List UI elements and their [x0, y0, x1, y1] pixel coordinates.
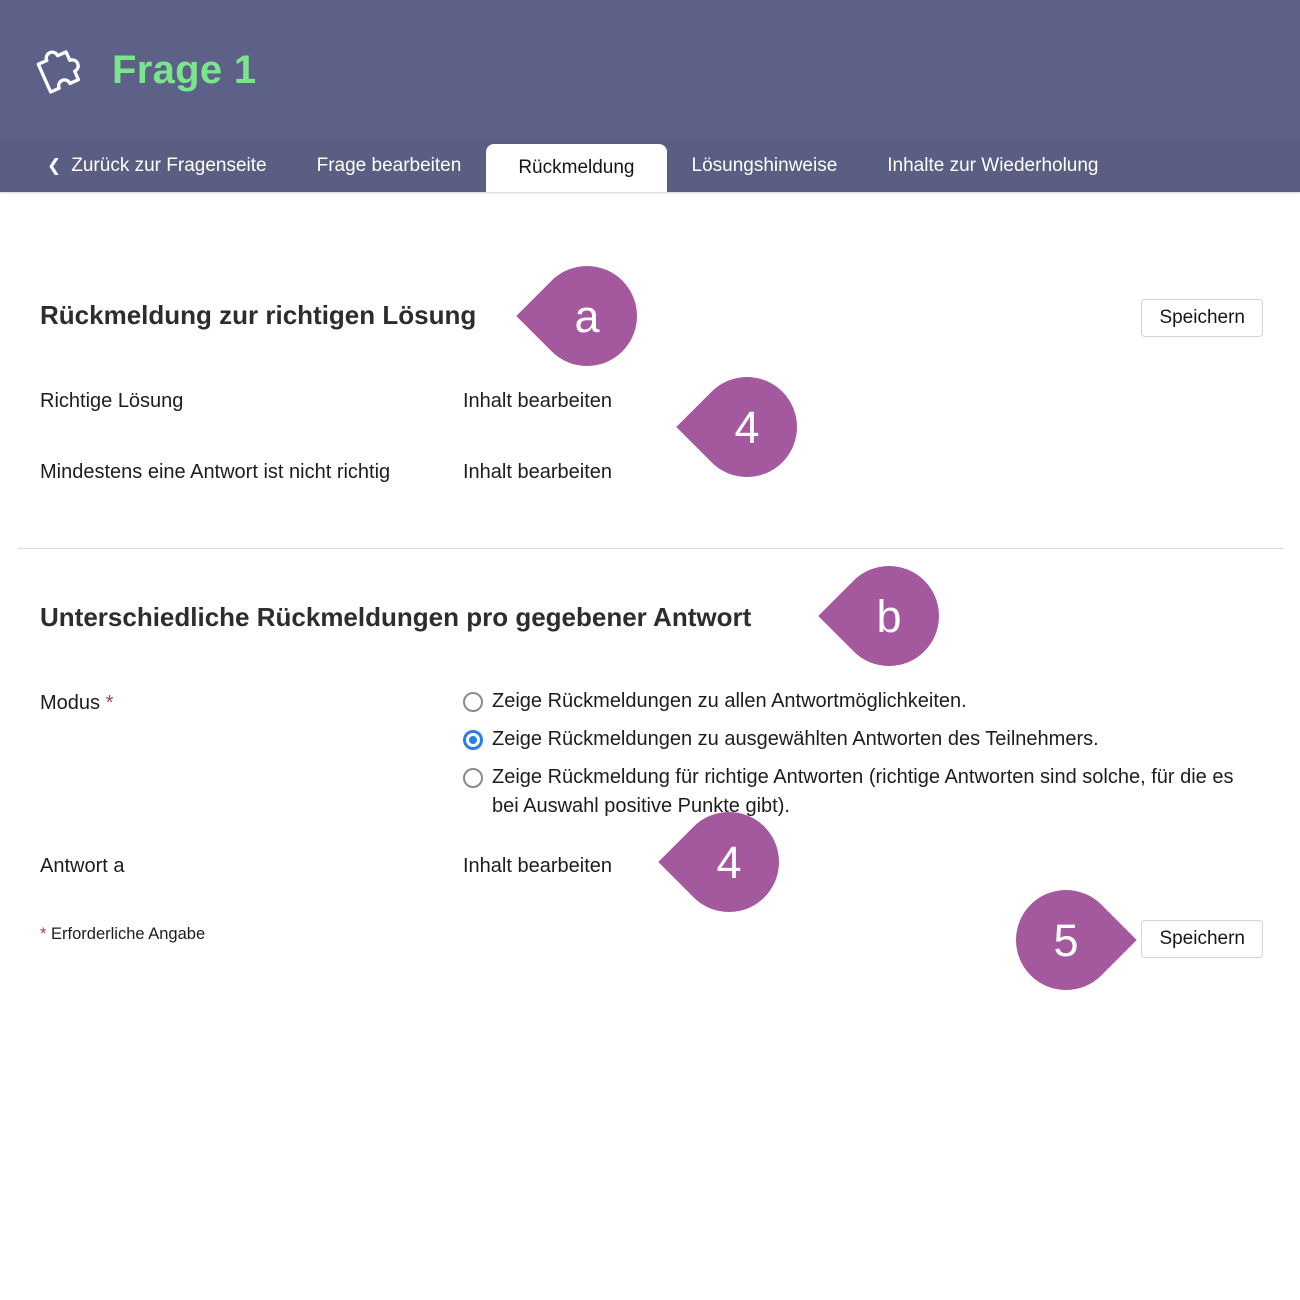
puzzle-icon	[30, 37, 96, 103]
annotation-balloon-4-bottom: 4	[658, 791, 800, 933]
radio-icon[interactable]	[463, 768, 483, 788]
radio-option-correct-answers[interactable]: Zeige Rückmeldung für richtige Antworten (richtige Antworten sind solche, für die es bei Auswahl positive Punkte gibt).	[463, 763, 1263, 821]
section-title-correct-solution-feedback: Rückmeldung zur richtigen Lösung	[40, 300, 477, 330]
save-button-bottom[interactable]: Speichern	[1141, 920, 1263, 958]
tab-frage-bearbeiten[interactable]: Frage bearbeiten	[316, 155, 462, 176]
edit-content-link[interactable]: Inhalt bearbeiten	[463, 855, 613, 877]
required-field-note: * Erforderliche Angabe	[40, 925, 206, 943]
tab-loesungshinweise[interactable]: Lösungshinweise	[691, 155, 838, 176]
field-label-antwort-a: Antwort a	[40, 855, 125, 877]
radio-icon-checked[interactable]	[463, 730, 483, 750]
page-title: Frage 1	[112, 47, 257, 92]
app-header	[0, 0, 1300, 140]
required-asterisk: *	[105, 692, 114, 714]
section-divider	[18, 548, 1283, 549]
chevron-left-icon	[47, 156, 61, 176]
tab-inhalte-zur-wiederholung[interactable]: Inhalte zur Wiederholung	[887, 155, 1099, 176]
section-title-per-answer-feedback: Unterschiedliche Rückmeldungen pro gegebener Antwort	[40, 602, 752, 632]
tab-bar	[0, 140, 1300, 192]
field-label-modus: Modus *	[40, 692, 114, 714]
radio-option-selected-answers[interactable]: Zeige Rückmeldungen zu ausgewählten Antworten des Teilnehmers.	[463, 725, 1263, 754]
tab-rueckmeldung[interactable]: Rückmeldung	[486, 144, 666, 192]
annotation-balloon-b: b	[818, 545, 960, 687]
required-asterisk: *	[40, 925, 47, 943]
radio-icon[interactable]	[463, 692, 483, 712]
back-to-question-page-link[interactable]	[47, 140, 292, 192]
annotation-balloon-4-top: 4	[676, 356, 818, 498]
back-link-label: Zurück zur Fragenseite	[71, 155, 267, 176]
annotation-balloon-a: a	[516, 245, 658, 387]
radio-option-all-answers[interactable]: Zeige Rückmeldungen zu allen Antwortmöglichkeiten.	[463, 687, 1263, 716]
field-label-mindestens-eine-antwort: Mindestens eine Antwort ist nicht richtig	[40, 461, 391, 483]
modus-radio-group	[463, 687, 1263, 830]
save-button-top[interactable]: Speichern	[1141, 299, 1263, 337]
field-label-richtige-loesung: Richtige Lösung	[40, 390, 184, 412]
annotation-balloon-5: 5	[995, 869, 1137, 1011]
edit-content-link[interactable]: Inhalt bearbeiten	[463, 390, 613, 412]
edit-content-link[interactable]: Inhalt bearbeiten	[463, 461, 613, 483]
